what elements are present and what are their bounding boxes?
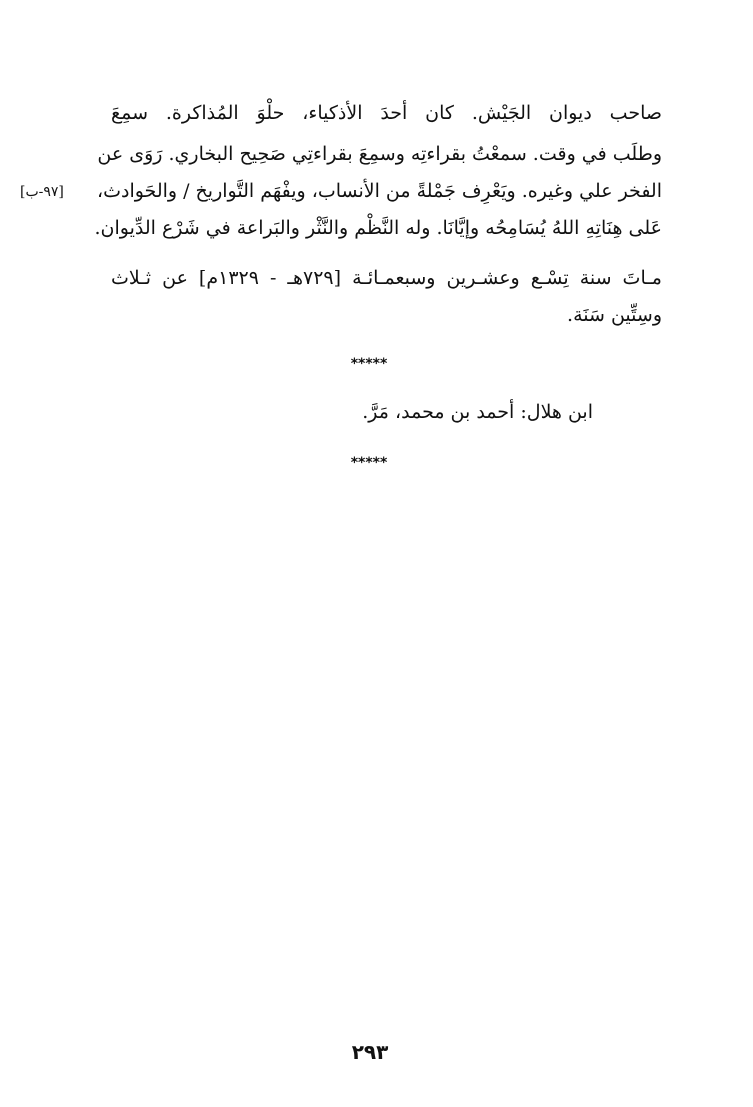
cross-reference-entry: ابن هلال: أحمد بن محمد، مَرَّ.	[362, 401, 593, 423]
separator-stars-top: *****	[350, 356, 388, 372]
page-number: ٢٩٣	[351, 1040, 389, 1064]
paragraph-line-1: صاحب ديوان الجَيْش. كان أحدَ الأذكياء، حلْوَ المُذاكرة. سمِعَ	[111, 102, 662, 124]
death-line-1: مـاتَ سنة تِسْـع وعشـرين وسبعمـائـة [٧٢٩هـ - ١٣٢٩م] عن ثـلاث	[111, 267, 662, 289]
death-line-2: وسِتِّين سَنَة.	[567, 304, 662, 326]
separator-stars-bottom: *****	[350, 455, 388, 471]
paragraph-line-4: عَلى هِنَاتِهِ اللهُ يُسَامِحُه وإيَّانَا. وله النَّظْم والنَّثْر والبَراعة في شَرْع الدِّيوان.	[94, 217, 662, 239]
paragraph-line-3: الفخر علي وغيره. ويَعْرِف جَمْلةً من الأنساب، ويفْهَم التَّواريخ / والحَوادث،	[96, 180, 662, 202]
folio-margin-note: [٩٧-ب]	[20, 184, 64, 200]
paragraph-line-2: وطلَب في وقت. سمعْتُ بقراءتِه وسمِعَ بقراءتِي صَحِيح البخاري. رَوَى عن	[97, 143, 662, 165]
